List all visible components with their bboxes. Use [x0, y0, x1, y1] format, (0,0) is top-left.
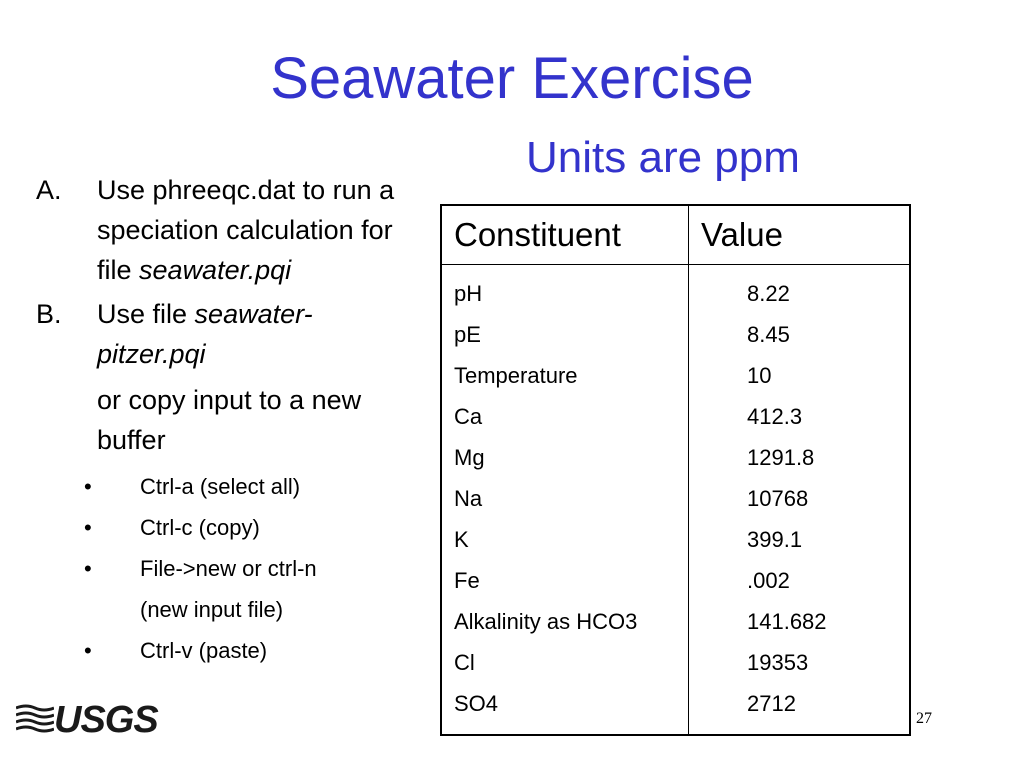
value-cell: 8.22: [747, 281, 790, 306]
list-marker-b: B.: [36, 299, 62, 329]
constituent-cell: pE: [454, 322, 481, 347]
list-item-b-text: Use file: [97, 299, 195, 329]
constituent-cell: K: [454, 527, 469, 552]
constituent-cell: Cl: [454, 650, 475, 675]
column-header-value: Value: [689, 205, 911, 265]
usgs-wave-icon: [16, 704, 54, 736]
list-item-b: [36, 294, 416, 374]
list-item-a-file: seawater.pqi: [139, 255, 292, 285]
page-number: 27: [916, 710, 932, 727]
constituent-cell: pH: [454, 281, 483, 306]
constituent-cell: Temperature: [454, 363, 578, 388]
bullet-dot-icon: •: [84, 474, 92, 499]
bullet-list: [36, 466, 416, 671]
bullet-item: • File->new or ctrl-n: [36, 548, 416, 589]
constituent-cell: Fe: [454, 568, 480, 593]
list-item-b-file: seawater-pitzer.pqi: [97, 299, 313, 369]
bullet-item: • Ctrl-v (paste): [36, 630, 416, 671]
constituent-cell: Ca: [454, 404, 483, 429]
bullet-item: • Ctrl-a (select all): [36, 466, 416, 507]
value-column: [689, 265, 911, 736]
value-cell: 399.1: [747, 527, 803, 552]
bullet-item: • Ctrl-c (copy): [36, 507, 416, 548]
bullet-dot-icon: •: [84, 515, 92, 540]
constituent-column: [441, 265, 689, 736]
slide-subtitle: Units are ppm: [526, 133, 800, 182]
bullet-item-continuation: (new input file): [140, 597, 284, 622]
column-header-constituent: Constituent: [441, 205, 689, 265]
value-cell: 141.682: [747, 609, 827, 634]
value-cell: .002: [747, 568, 790, 593]
value-cell: 10768: [747, 486, 809, 511]
slide-title: Seawater Exercise: [270, 46, 754, 111]
constituent-cell: Mg: [454, 445, 485, 470]
value-cell: 8.45: [747, 322, 790, 347]
list-item-a: [36, 170, 416, 290]
list-item-a-text: Use phreeqc.dat to run a speciation calculation for file: [97, 175, 395, 285]
value-cell: 1291.8: [747, 445, 815, 470]
bullet-dot-icon: •: [84, 556, 92, 581]
value-cell: 2712: [747, 691, 796, 716]
constituent-cell: Na: [454, 486, 483, 511]
usgs-logo-text: USGS: [54, 698, 158, 741]
list-marker-a: A.: [36, 175, 62, 205]
constituent-cell: Alkalinity as HCO3: [454, 609, 638, 634]
list-item-b-continuation: or copy input to a new buffer: [97, 385, 362, 455]
instruction-list: [36, 170, 416, 671]
value-cell: 19353: [747, 650, 809, 675]
constituent-cell: SO4: [454, 691, 499, 716]
seawater-constituents-table: [440, 204, 911, 736]
bullet-dot-icon: •: [84, 638, 92, 663]
value-cell: 412.3: [747, 404, 803, 429]
value-cell: 10: [747, 363, 772, 388]
usgs-logo: [16, 700, 158, 740]
